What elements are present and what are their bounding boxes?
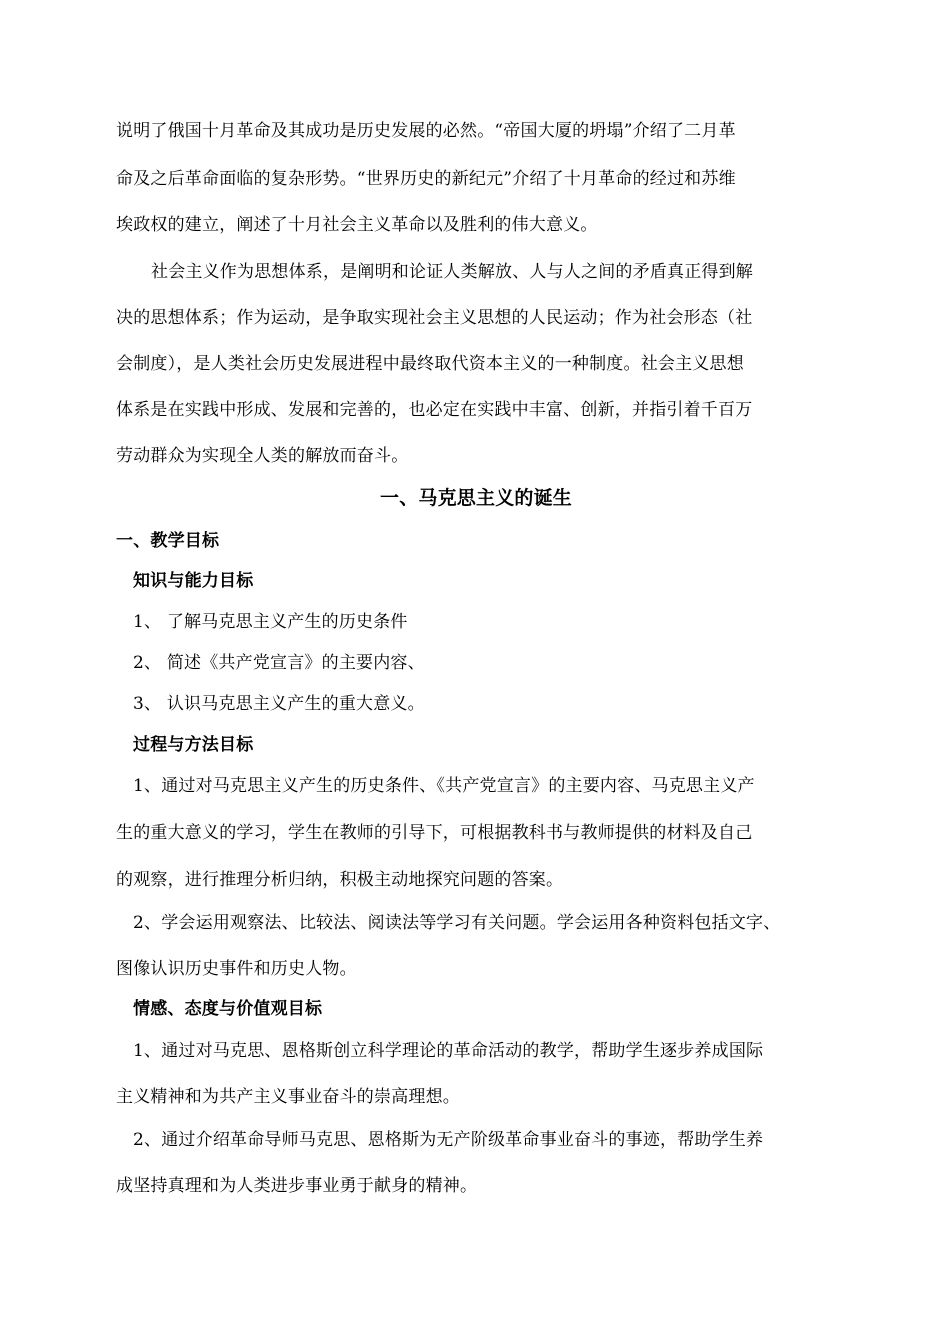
intro-line: 埃政权的建立，阐述了十月社会主义革命以及胜利的伟大意义。	[116, 215, 598, 235]
emotion-line: 1、通过对马克思、恩格斯创立科学理论的革命活动的教学，帮助学生逐步养成国际	[133, 1041, 764, 1061]
emotion-line: 主义精神和为共产主义事业奋斗的崇高理想。	[116, 1087, 460, 1107]
emotion-heading: 情感、态度与价值观目标	[133, 999, 323, 1019]
knowledge-item: 3、 认识马克思主义产生的重大意义。	[133, 694, 425, 714]
intro-line: 说明了俄国十月革命及其成功是历史发展的必然。“帝国大厦的坍塌”介绍了二月革	[116, 121, 736, 141]
socialism-paragraph-line: 体系是在实践中形成、发展和完善的，也必定在实践中丰富、创新，并指引着千百万	[116, 400, 753, 420]
knowledge-item: 2、 简述《共产党宣言》的主要内容、	[133, 653, 425, 673]
process-line: 1、通过对马克思主义产生的历史条件、《共产党宣言》的主要内容、马克思主义产	[133, 776, 755, 796]
process-heading: 过程与方法目标	[133, 735, 254, 755]
socialism-paragraph-line: 会制度），是人类社会历史发展进程中最终取代资本主义的一种制度。社会主义思想	[116, 354, 744, 374]
emotion-line: 2、通过介绍革命导师马克思、恩格斯为无产阶级革命事业奋斗的事迹，帮助学生养	[133, 1130, 764, 1150]
section-heading: 一、教学目标	[116, 531, 220, 551]
process-line: 2、学会运用观察法、比较法、阅读法等学习有关问题。学会运用各种资料包括文字、	[133, 913, 781, 933]
socialism-paragraph-line: 决的思想体系；作为运动，是争取实现社会主义思想的人民运动；作为社会形态（社	[116, 308, 753, 328]
process-line: 的观察，进行推理分析归纳，积极主动地探究问题的答案。	[116, 870, 564, 890]
process-line: 生的重大意义的学习，学生在教师的引导下，可根据教科书与教师提供的材料及自己	[116, 823, 753, 843]
emotion-line: 成坚持真理和为人类进步事业勇于献身的精神。	[116, 1176, 478, 1196]
socialism-paragraph-line: 劳动群众为实现全人类的解放而奋斗。	[116, 446, 409, 466]
socialism-paragraph-line: 社会主义作为思想体系，是阐明和论证人类解放、人与人之间的矛盾真正得到解	[151, 262, 753, 282]
knowledge-heading: 知识与能力目标	[133, 571, 254, 591]
knowledge-item: 1、 了解马克思主义产生的历史条件	[133, 612, 408, 632]
process-line: 图像认识历史事件和历史人物。	[116, 959, 357, 979]
intro-line: 命及之后革命面临的复杂形势。“世界历史的新纪元”介绍了十月革命的经过和苏维	[116, 169, 736, 189]
lesson-title: 一、马克思主义的诞生	[380, 487, 573, 509]
